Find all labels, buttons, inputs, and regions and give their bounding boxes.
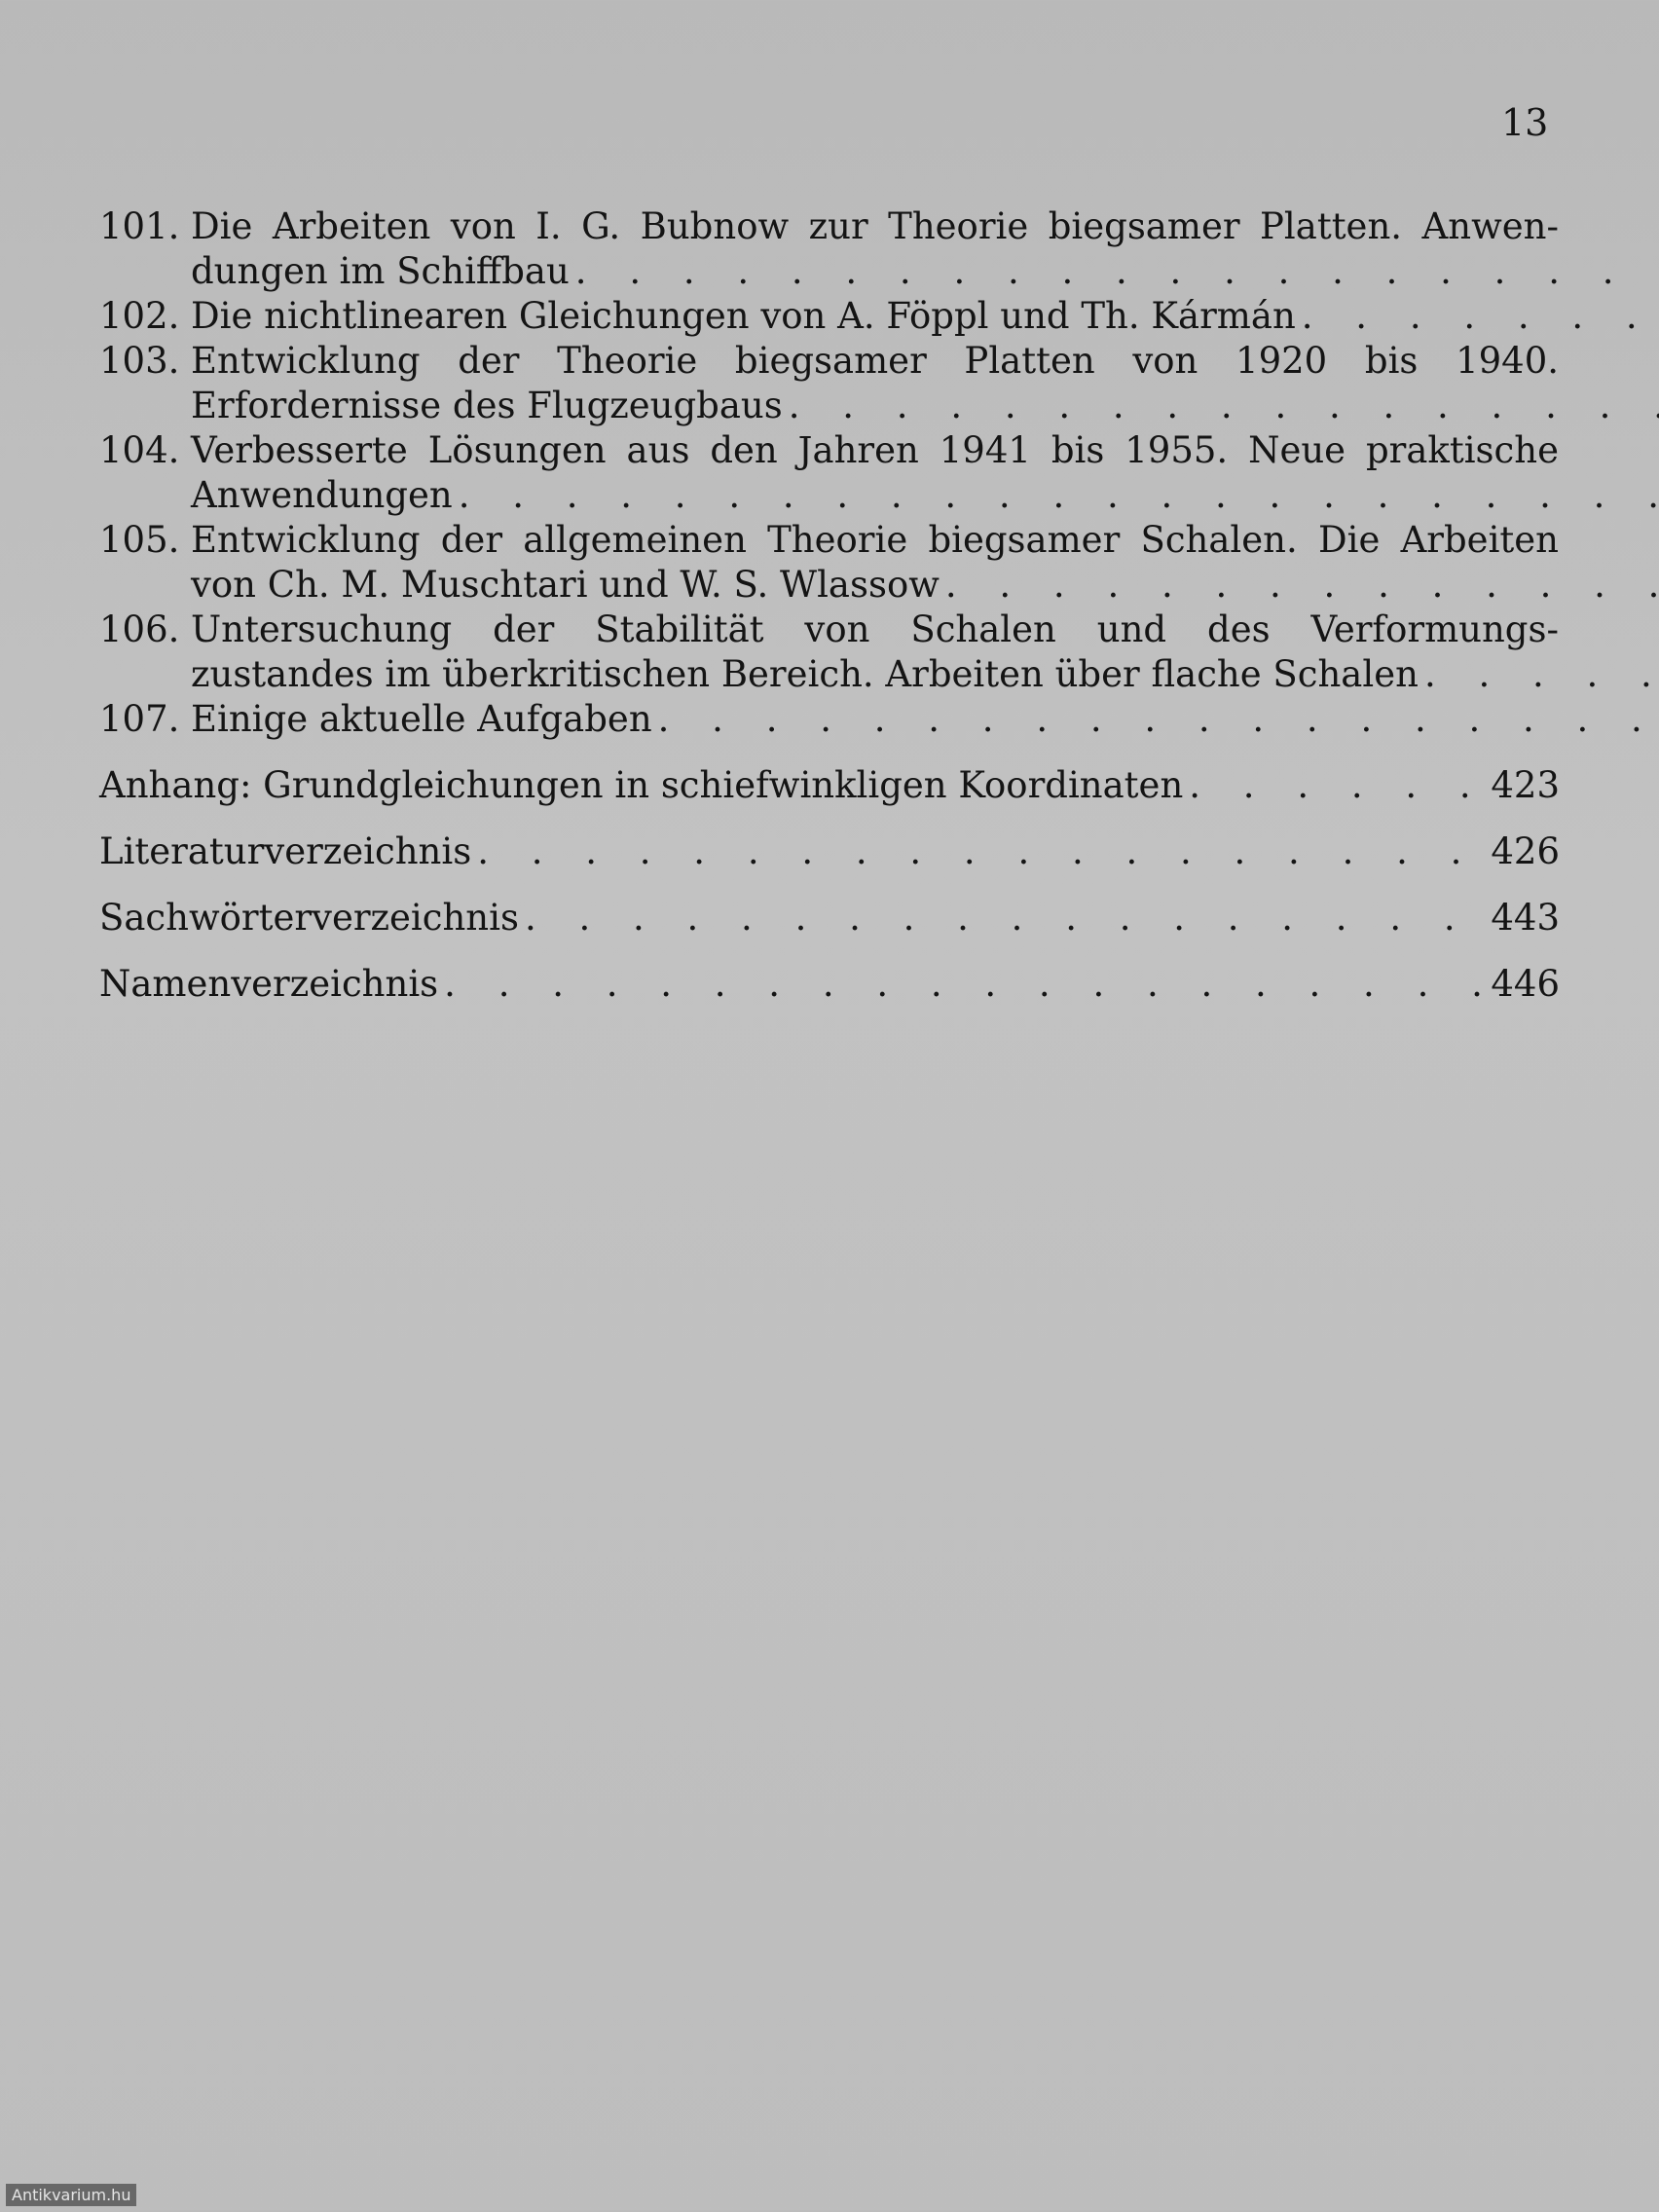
dot-leader bbox=[575, 249, 1659, 294]
entry-body bbox=[191, 204, 1659, 294]
entry-line: Verbesserte Lösungen aus den Jahren 1941 bis 1955. Neue praktische bbox=[191, 429, 1559, 471]
dot-leader bbox=[1189, 763, 1485, 808]
entry-number: 107. bbox=[99, 698, 180, 740]
toc-entry-107 bbox=[99, 697, 1560, 742]
page-number: 13 bbox=[1501, 101, 1549, 144]
entry-last-line bbox=[191, 473, 1659, 518]
entry-line: Entwicklung der Theorie biegsamer Platten von 1920 bis 1940. bbox=[191, 340, 1559, 382]
entry-last-line bbox=[191, 697, 1659, 742]
toc-section-namenverzeichnis bbox=[99, 962, 1560, 1007]
toc-entry-105 bbox=[99, 518, 1560, 608]
entry-number: 101. bbox=[99, 205, 180, 247]
entry-number: 102. bbox=[99, 295, 180, 337]
entry-line: Die Arbeiten von I. G. Bubnow zur Theorie biegsamer Platten. Anwen- bbox=[191, 205, 1559, 247]
entry-body bbox=[191, 339, 1659, 428]
dot-leader bbox=[1424, 652, 1659, 697]
entry-number: 103. bbox=[99, 340, 180, 382]
entry-line: Entwicklung der allgemeinen Theorie biegsamer Schalen. Die Arbeiten bbox=[191, 519, 1559, 561]
spacer bbox=[99, 742, 1560, 763]
entry-last-line bbox=[191, 652, 1659, 697]
dot-leader bbox=[459, 473, 1659, 518]
toc-entry-101 bbox=[99, 204, 1560, 294]
section-title: Literaturverzeichnis bbox=[99, 830, 472, 872]
toc-section-literaturverzeichnis bbox=[99, 830, 1560, 874]
section-title: Anhang: Grundgleichungen in schiefwinkligen Koordinaten bbox=[99, 764, 1184, 806]
entry-body bbox=[191, 608, 1659, 697]
dot-leader bbox=[1302, 294, 1659, 339]
toc-entry-102 bbox=[99, 294, 1560, 339]
dot-leader bbox=[945, 563, 1659, 608]
section-title: Namenverzeichnis bbox=[99, 963, 439, 1005]
entry-body bbox=[191, 428, 1659, 518]
section-page: 446 bbox=[1491, 963, 1560, 1005]
entry-number: 106. bbox=[99, 608, 180, 650]
section-page: 443 bbox=[1491, 897, 1560, 939]
entry-text: von Ch. M. Muschtari und W. S. Wlassow bbox=[191, 564, 940, 606]
dot-leader bbox=[789, 384, 1659, 428]
entry-last-line bbox=[191, 384, 1659, 428]
entry-number: 105. bbox=[99, 519, 180, 561]
toc-entry-104 bbox=[99, 428, 1560, 518]
table-of-contents bbox=[99, 204, 1560, 1028]
toc-section-anhang bbox=[99, 763, 1560, 808]
entry-last-line bbox=[191, 294, 1659, 339]
entry-text: zustandes im überkritischen Bereich. Arbeiten über flache Schalen bbox=[191, 653, 1419, 695]
entry-body bbox=[191, 294, 1659, 339]
section-page: 426 bbox=[1491, 830, 1560, 872]
entry-text: Erfordernisse des Flugzeugbaus bbox=[191, 385, 783, 426]
entry-text: Die nichtlinearen Gleichungen von A. Föppl und Th. Kármán bbox=[191, 295, 1296, 337]
toc-entry-103 bbox=[99, 339, 1560, 428]
entry-number: 104. bbox=[99, 429, 180, 471]
entry-text: Anwendungen bbox=[191, 474, 453, 516]
section-page: 423 bbox=[1491, 764, 1560, 806]
toc-section-sachwoerterverzeichnis bbox=[99, 896, 1560, 940]
entry-last-line bbox=[191, 249, 1659, 294]
dot-leader bbox=[658, 697, 1659, 742]
watermark: Antikvarium.hu bbox=[6, 2184, 136, 2206]
dot-leader bbox=[444, 962, 1485, 1007]
entry-text: dungen im Schiffbau bbox=[191, 250, 570, 292]
entry-last-line bbox=[191, 563, 1659, 608]
entry-line: Untersuchung der Stabilität von Schalen und des Verformungs- bbox=[191, 608, 1559, 650]
section-title: Sachwörterverzeichnis bbox=[99, 897, 519, 939]
toc-entry-106 bbox=[99, 608, 1560, 697]
dot-leader bbox=[525, 896, 1485, 940]
entry-body bbox=[191, 518, 1659, 608]
dot-leader bbox=[477, 830, 1485, 874]
entry-text: Einige aktuelle Aufgaben bbox=[191, 698, 652, 740]
entry-body bbox=[191, 697, 1659, 742]
